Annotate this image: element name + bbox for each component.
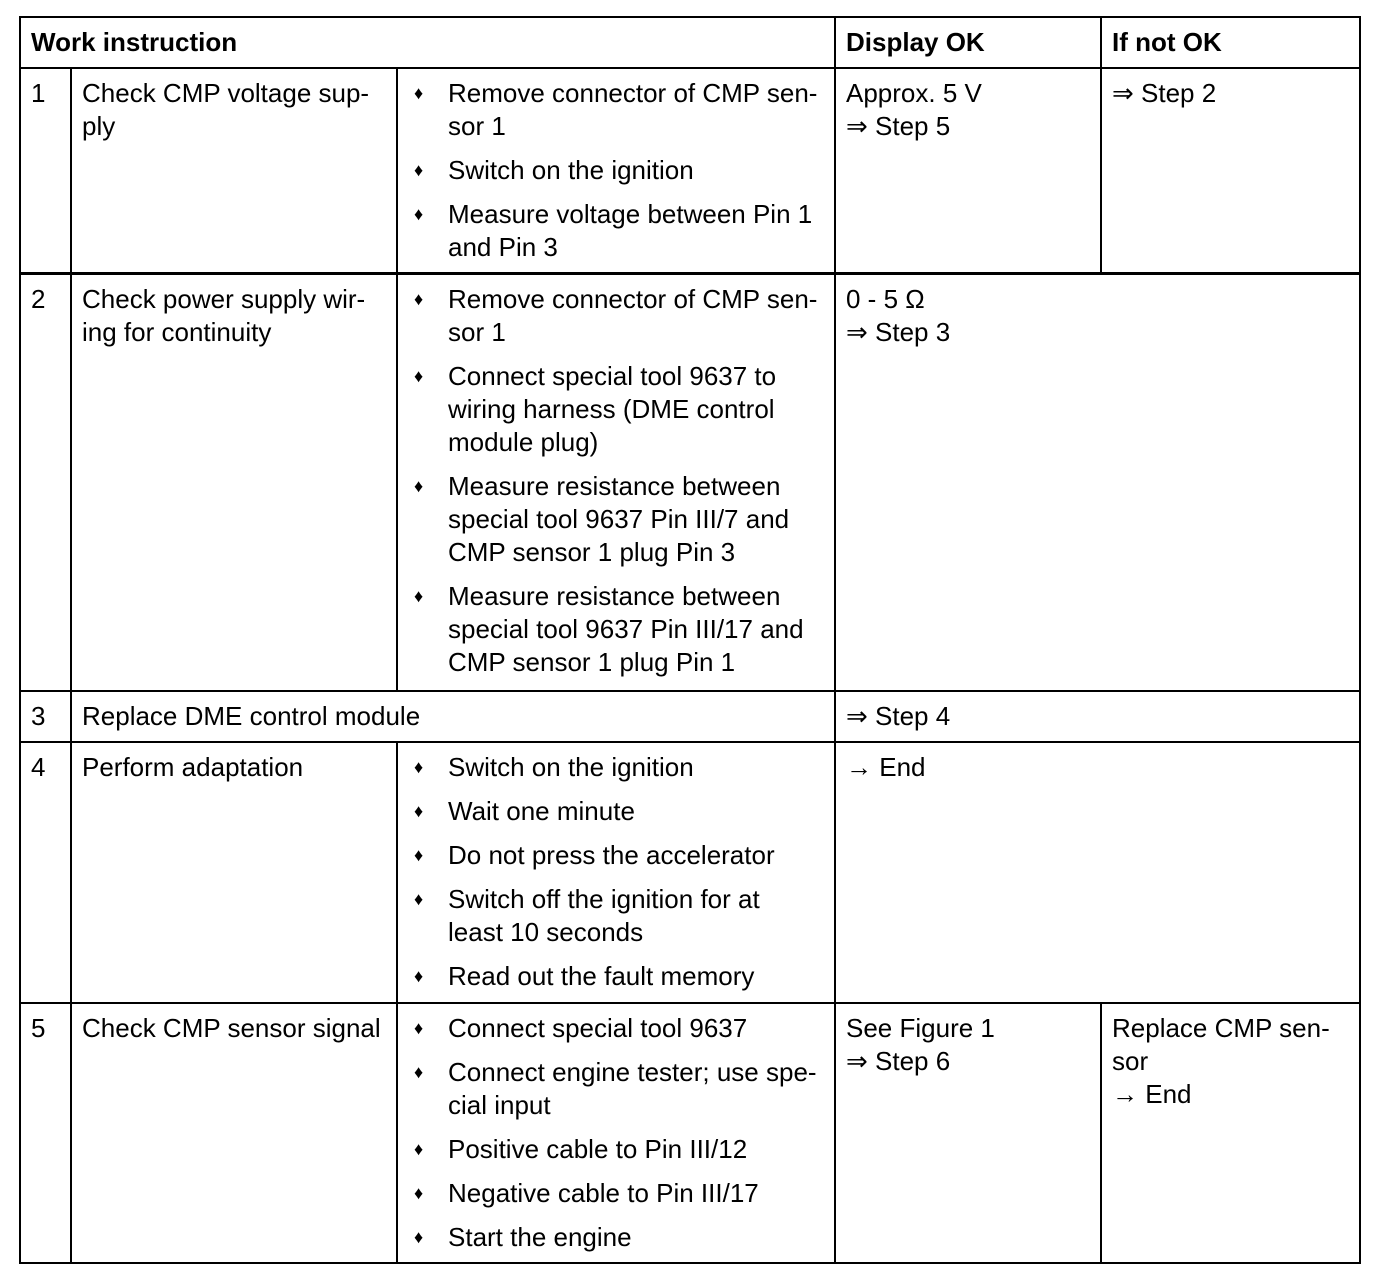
step-number: 1 <box>20 68 71 274</box>
step-row-2 <box>20 274 1360 691</box>
header-row <box>20 17 1360 68</box>
action-item <box>408 960 824 993</box>
action-item <box>408 470 824 569</box>
step-title-line: ing for continuity <box>82 317 272 347</box>
action-text: Measure voltage between Pin 1 <box>448 199 813 229</box>
step-title-line: ply <box>82 111 116 141</box>
action-text: Switch off the ignition for at <box>448 883 760 914</box>
if-not-ok-cell <box>1101 1003 1360 1263</box>
action-text: wiring harness (DME control <box>448 394 775 424</box>
header-if-not-ok: If not OK <box>1101 17 1360 68</box>
display-ok-text: 0 - 5 Ω <box>846 284 925 314</box>
display-ok-text: ⇒ Step 6 <box>846 1045 951 1076</box>
action-item <box>408 883 824 949</box>
display-ok-text: See Figure 1 <box>846 1012 995 1043</box>
bullet-icon: ♦ <box>414 965 424 986</box>
action-text: Switch on the ignition <box>448 155 694 185</box>
header-work-instruction: Work instruction <box>20 17 835 68</box>
action-item <box>408 839 824 872</box>
step-actions <box>397 742 835 1003</box>
bullet-icon: ♦ <box>414 586 424 606</box>
work-instruction-table <box>19 16 1361 1264</box>
step-number: 5 <box>20 1003 71 1263</box>
action-text: Switch on the ignition <box>448 751 694 782</box>
action-text: Remove connector of CMP sen- <box>448 284 818 314</box>
step-title <box>71 1003 397 1263</box>
display-ok-text: ⇒ Step 3 <box>846 317 951 347</box>
action-text: Start the engine <box>448 1221 632 1252</box>
action-item <box>408 1012 824 1045</box>
if-not-ok-text: ⇒ Step 2 <box>1112 78 1217 108</box>
bullet-icon: ♦ <box>414 800 424 821</box>
bullet-icon: ♦ <box>414 844 424 865</box>
action-item <box>408 360 824 459</box>
bullet-icon: ♦ <box>414 756 424 777</box>
if-not-ok-text: sor <box>1112 1045 1149 1076</box>
step-number: 4 <box>20 742 71 1003</box>
step-title <box>71 742 397 1003</box>
action-item <box>408 77 824 143</box>
step-actions <box>397 68 835 274</box>
step-title-line: Perform adaptation <box>82 751 304 782</box>
bullet-icon: ♦ <box>414 888 424 909</box>
action-text: sor 1 <box>448 317 506 347</box>
action-text: and Pin 3 <box>448 232 558 262</box>
display-ok-text: → End <box>846 751 926 782</box>
step-row-1 <box>20 68 1360 274</box>
action-item <box>408 795 824 828</box>
action-text: Measure resistance between <box>448 471 781 501</box>
action-text: sor 1 <box>448 111 506 141</box>
bullet-icon: ♦ <box>414 1226 424 1247</box>
action-item <box>408 283 824 349</box>
if-not-ok-cell <box>1101 68 1360 274</box>
step-number: 3 <box>20 691 71 742</box>
action-text: cial input <box>448 1089 551 1120</box>
action-text: CMP sensor 1 plug Pin 3 <box>448 537 736 567</box>
action-item <box>408 1221 824 1254</box>
bullet-icon: ♦ <box>414 160 424 180</box>
display-ok-cell <box>835 1003 1101 1263</box>
action-item <box>408 580 824 679</box>
header-display-ok: Display OK <box>835 17 1101 68</box>
action-text: special tool 9637 Pin III/7 and <box>448 504 790 534</box>
bullet-icon: ♦ <box>414 1182 424 1203</box>
display-ok-cell <box>835 68 1101 274</box>
action-text: Connect special tool 9637 to <box>448 361 777 391</box>
display-ok-cell <box>835 742 1360 1003</box>
action-item <box>408 1133 824 1166</box>
display-ok-cell <box>835 274 1360 691</box>
display-ok-text: Approx. 5 V <box>846 78 982 108</box>
action-text: CMP sensor 1 plug Pin 1 <box>448 647 736 677</box>
action-text: least 10 seconds <box>448 916 644 947</box>
action-item <box>408 198 824 264</box>
bullet-icon: ♦ <box>414 476 424 496</box>
step-title <box>71 68 397 274</box>
bullet-icon: ♦ <box>414 1061 424 1082</box>
bullet-icon: ♦ <box>414 1017 424 1038</box>
action-text: Connect special tool 9637 <box>448 1012 748 1043</box>
bullet-icon: ♦ <box>414 204 424 224</box>
step-actions <box>397 274 835 691</box>
display-ok-text: ⇒ Step 5 <box>846 111 951 141</box>
action-text: module plug) <box>448 427 599 457</box>
action-item <box>408 1056 824 1122</box>
step-number: 2 <box>20 274 71 691</box>
action-text: Do not press the accelerator <box>448 839 775 870</box>
step-title-line: Check power supply wir- <box>82 284 366 314</box>
step-title-line: Check CMP voltage sup- <box>82 78 370 108</box>
action-text: Measure resistance between <box>448 581 781 611</box>
action-text: Positive cable to Pin III/12 <box>448 1133 748 1164</box>
action-text: Negative cable to Pin III/17 <box>448 1177 759 1208</box>
step-title <box>71 691 835 742</box>
display-ok-text: ⇒ Step 4 <box>846 700 951 731</box>
action-item <box>408 154 824 187</box>
if-not-ok-text: → End <box>1112 1078 1192 1109</box>
bullet-icon: ♦ <box>414 1138 424 1159</box>
if-not-ok-text: Replace CMP sen- <box>1112 1012 1330 1043</box>
bullet-icon: ♦ <box>414 366 424 386</box>
step-row-3 <box>20 691 1360 742</box>
step-row-5 <box>20 1003 1360 1263</box>
step-title-line: Check CMP sensor signal <box>82 1012 381 1043</box>
action-text: Wait one minute <box>448 795 635 826</box>
display-ok-cell <box>835 691 1360 742</box>
action-text: special tool 9637 Pin III/17 and <box>448 614 804 644</box>
action-text: Remove connector of CMP sen- <box>448 78 818 108</box>
step-title <box>71 274 397 691</box>
action-item <box>408 1177 824 1210</box>
step-title-line: Replace DME control module <box>82 700 421 731</box>
step-row-4 <box>20 742 1360 1003</box>
bullet-icon: ♦ <box>414 83 424 103</box>
step-actions <box>397 1003 835 1263</box>
action-text: Connect engine tester; use spe- <box>448 1056 817 1087</box>
bullet-icon: ♦ <box>414 289 424 309</box>
action-item <box>408 751 824 784</box>
action-text: Read out the fault memory <box>448 960 755 991</box>
